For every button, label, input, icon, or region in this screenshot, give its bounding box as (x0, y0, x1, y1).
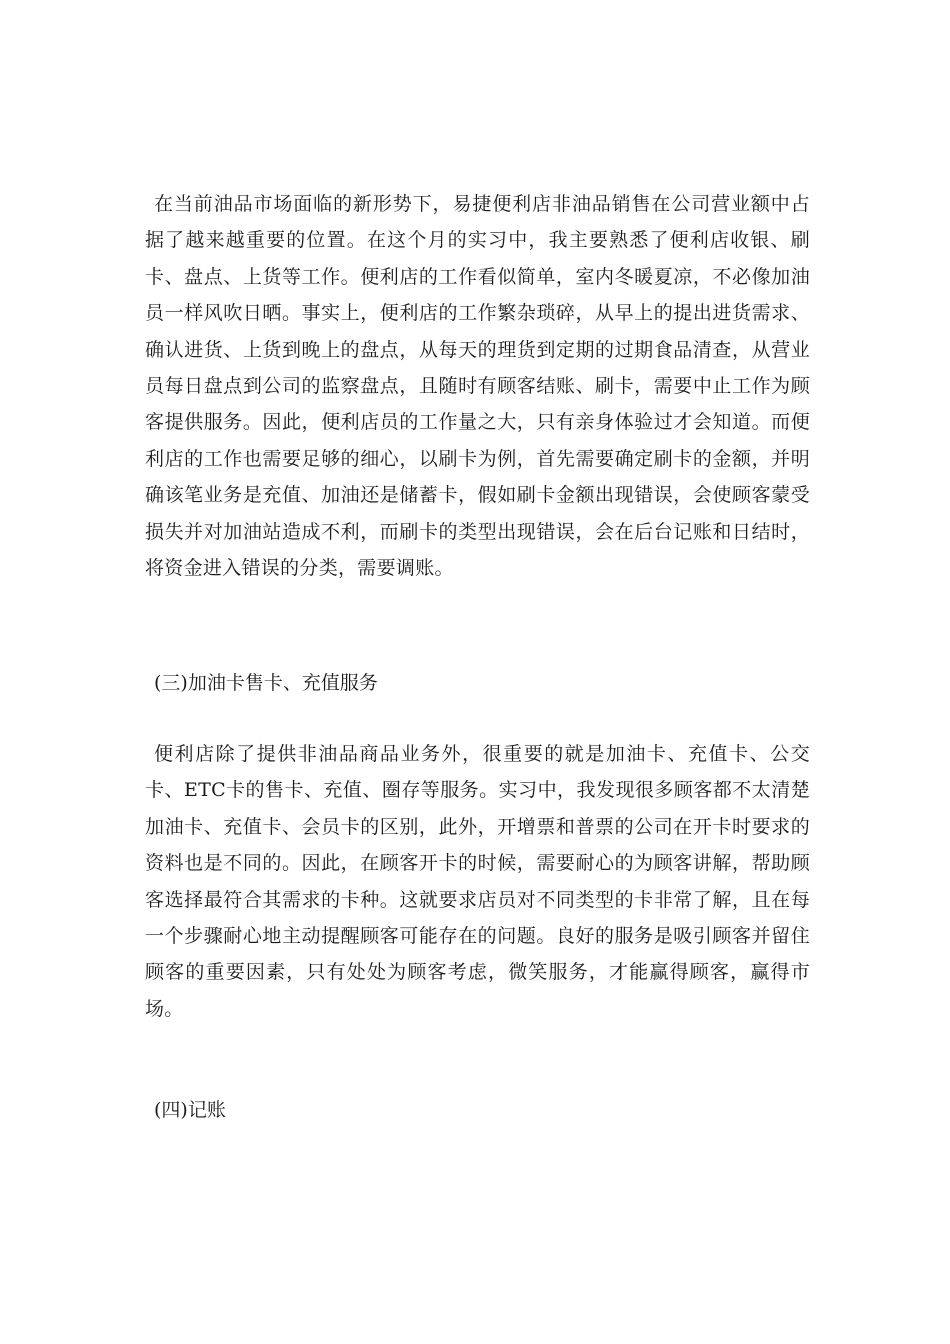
section-heading: (三)加油卡售卡、充值服务 (154, 672, 378, 694)
section-heading: (四)记账 (154, 1099, 226, 1121)
body-paragraph: 便利店除了提供非油品商品业务外，很重要的就是加油卡、充值卡、公交卡、ETC卡的售卡、充值、圈存等服务。实习中，我发现很多顾客都不太清楚加油卡、充值卡、会员卡的区别，此外，开增票和普票的公司在开卡时要求的资料也是不同的。因此，在顾客开卡的时候，需要耐心的为顾客讲解，帮助顾客选择最符合其需求的卡种。这就要求店员对不同类型的卡非常了解，且在每一个步骤耐心地主动提醒顾客可能存在的问题。良好的服务是吸引顾客并留住顾客的重要因素，只有处处为顾客考虑，微笑服务，才能赢得顾客，赢得市场。 (145, 743, 810, 1020)
body-paragraph: 在当前油品市场面临的新形势下，易捷便利店非油品销售在公司营业额中占据了越来越重要的位置。在这个月的实习中，我主要熟悉了便利店收银、刷卡、盘点、上货等工作。便利店的工作看似简单，室内冬暖夏凉，不必像加油员一样风吹日晒。事实上，便利店的工作繁杂琐碎，从早上的提出进货需求、确认进货、上货到晚上的盘点，从每天的理货到定期的过期食品清查，从营业员每日盘点到公司的监察盘点，且随时有顾客结账、刷卡，需要中止工作为顾客提供服务。因此，便利店员的工作量之大，只有亲身体验过才会知道。而便利店的工作也需要足够的细心，以刷卡为例，首先需要确定刷卡的金额，并明确该笔业务是充值、加油还是储蓄卡，假如刷卡金额出现错误，会使顾客蒙受损失并对加油站造成不利，而刷卡的类型出现错误，会在后台记账和日结时，将资金进入错误的分类，需要调账。 (145, 193, 810, 580)
